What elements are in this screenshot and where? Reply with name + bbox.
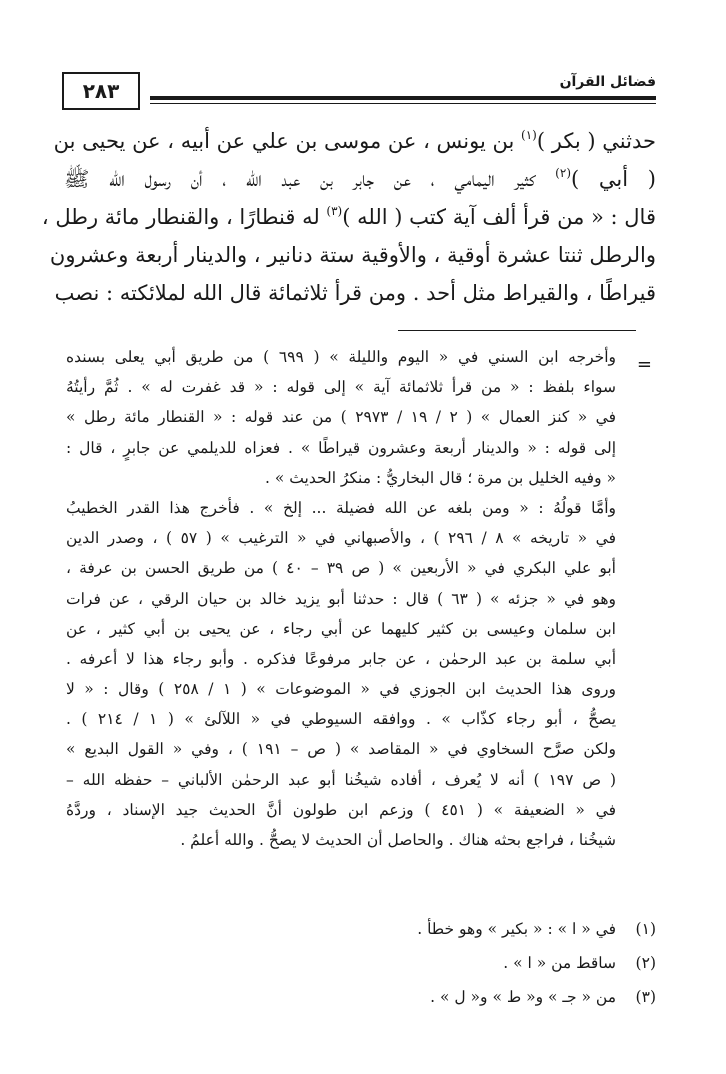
main-text-line: حدثني ( بكر )$^{(١)}$ بن يونس ، عن موسى بن علي عن أبيه ، عن يحيى بن — [53, 128, 656, 153]
footnote-list — [56, 912, 656, 1014]
footnote-line: ( ص ١٩٧ ) أنه لا يُعرف ، أفاده شيخُنا أبو عبد الرحمٰن الألباني – حفظه الله – — [66, 770, 617, 789]
footnote-number: (١) — [635, 920, 656, 938]
main-text-line: ( أبي )$^{(٢)}$ كثير اليمامي ، عن جابر بن عبد الله ، أن رسول الله ﷺ — [64, 166, 656, 191]
footnote-number: (٢) — [635, 954, 656, 972]
footnote-line: ابن سلمان وعيسى بن كثير كليهما عن أبي رجاء ، عن يحيى بن أبي كثير ، عن — [66, 619, 616, 638]
footnote-line: في « الضعيفة » ( ٤٥١ ) وزعم ابن طولون أنَّ الحديث جيد الإسناد ، وردَّهُ — [66, 800, 616, 819]
header-rule-thin — [150, 103, 656, 104]
footnote-separator — [398, 330, 636, 331]
footnote-continuation — [66, 342, 616, 855]
footnote-line: في « كنز العمال » ( ٢ / ١٩ / ٢٩٧٣ ) من عند قوله : « القنطار مائة رطل » — [66, 408, 616, 427]
footnote-ref-3[interactable]: (٣) — [326, 204, 343, 218]
footnote-text: من « جـ » و« ط » و« ل » . — [430, 988, 616, 1006]
page-number: ٢٨٣ — [82, 79, 120, 103]
header-rule-thick — [150, 96, 656, 100]
footnote-line: ولكن صرَّح السخاوي في « المقاصد » ( ص – ١٩١ ) ، وفي « القول البديع » — [66, 740, 616, 759]
footnote-line: شيخُنا ، فراجع بحثه هناك . والحاصل أن الحديث لا يصحُّ . والله أعلمُ . — [180, 831, 616, 849]
continuation-marker: = — [636, 354, 652, 375]
footnote-ref-1[interactable]: (١) — [521, 128, 537, 142]
main-text-line: والرطل ثنتا عشرة أوقية ، والأوقية ستة دنانير ، والدينار أربعة وعشرون — [49, 243, 656, 267]
main-text-line: قيراطًا ، والقيراط مثل أحد . ومن قرأ ثلاثمائة قال الله لملائكته : نصب — [54, 281, 656, 305]
running-title: فضائل القرآن — [559, 74, 656, 90]
footnote-item — [56, 980, 656, 1014]
footnote-text: ساقط من « ا » . — [503, 954, 616, 972]
footnote-line: « وفيه الخليل بن مرة ؛ قال البخاريُّ : منكرُ الحديث » . — [265, 468, 616, 487]
footnote-line: أبي سلمة بن عبد الرحمٰن ، عن جابر مرفوعًا فذكره . وأبو رجاء هذا لا أعرفه . — [66, 649, 616, 668]
main-text — [41, 122, 656, 312]
footnote-line: وهو في « جزئه » ( ٦٣ ) قال : حدثنا أبو يزيد خالد بن حيان الرقي ، عن فرات — [66, 589, 616, 608]
footnote-line: أبو علي البكري في « الأربعين » ( ص ٣٩ – ٤٠ ) من طريق الحسن بن عرفة ، — [66, 559, 616, 578]
main-text-line: قال : « من قرأ ألف آية كتب ( الله )$^{(٣)}$ له قنطارًا ، والقنطار مائة رطل ، — [41, 204, 656, 229]
footnote-line: في « تاريخه » ٨ / ٢٩٦ ) ، والأصبهاني في « الترغيب » ( ٥٧ ) ، وصدر الدين — [66, 529, 616, 548]
footnote-text: في « ا » : « بكير » وهو خطأ . — [417, 920, 616, 938]
footnote-number: (٣) — [635, 988, 656, 1006]
footnote-item — [56, 912, 656, 946]
footnote-line: وروى هذا الحديث ابن الجوزي في « الموضوعات » ( ١ / ٢٥٨ ) وقال : « لا — [66, 680, 617, 699]
footnote-line: إلى قوله : « والدينار أربعة وعشرون قيراطًا » . فعزاه للديلمي عن جابرٍ ، قال : — [66, 438, 616, 457]
footnote-line: وأمَّا قولُهُ : « ومن بلغه عن الله فضيلة ... إلخ » . فأخرج هذا القدر الخطيبُ — [66, 498, 616, 517]
page-number-box — [62, 72, 140, 110]
footnote-ref-2[interactable]: (٢) — [555, 166, 571, 180]
footnote-item — [56, 946, 656, 980]
footnote-line: سواء بلفظ : « من قرأ ثلاثمائة آية » إلى قوله : « قد غفرت له » . ثُمَّ رأيتُهُ — [66, 378, 616, 397]
footnote-line: يصحُّ ، أبو رجاء كذّاب » . ووافقه السيوطي في « اللآلئ » ( ١ / ٢١٤ ) . — [66, 710, 617, 729]
footnote-line: وأخرجه ابن السني في « اليوم والليلة » ( ٦٩٩ ) من طريق أبي يعلى بسنده — [66, 348, 616, 366]
